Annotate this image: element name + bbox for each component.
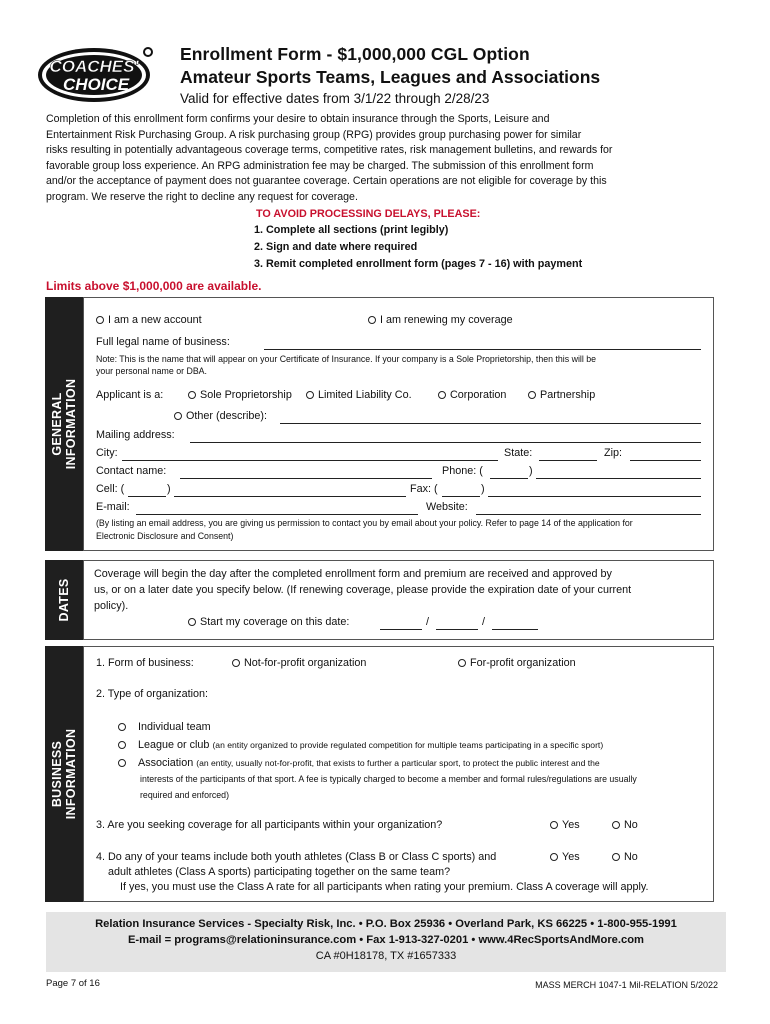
radio-circle-icon bbox=[550, 853, 558, 861]
valid-dates: Valid for effective dates from 3/1/22 through 2/28/23 bbox=[180, 91, 490, 106]
other-describe-field[interactable] bbox=[280, 412, 701, 424]
svg-text:CHOICE: CHOICE bbox=[62, 75, 130, 94]
start-coverage-option[interactable]: Start my coverage on this date: bbox=[188, 616, 349, 628]
q3-no-option[interactable]: No bbox=[612, 819, 638, 831]
page-number: Page 7 of 16 bbox=[46, 978, 100, 989]
coaches-choice-logo bbox=[36, 42, 158, 104]
radio-circle-icon bbox=[368, 316, 376, 324]
radio-circle-icon bbox=[96, 316, 104, 324]
dates-section: Coverage will begin the day after the completed enrollment form and premium are received and approved by us, or on a later date you specify below. (If renewing coverage, please provide the expiration date of your current policy). Start my coverage on this date: / / bbox=[83, 560, 714, 640]
radio-circle-icon bbox=[174, 412, 182, 420]
radio-circle-icon bbox=[188, 391, 196, 399]
website-field[interactable] bbox=[476, 503, 701, 515]
instruction-step: 2. Sign and date where required bbox=[254, 241, 418, 253]
partnership-option[interactable]: Partnership bbox=[528, 389, 595, 401]
zip-field[interactable] bbox=[630, 449, 701, 461]
legal-name-label: Full legal name of business: bbox=[96, 336, 230, 348]
website-label: Website: bbox=[426, 501, 468, 513]
contact-footer bbox=[46, 912, 726, 972]
form-title: Enrollment Form - $1,000,000 CGL Option bbox=[180, 44, 530, 64]
limits-note: Limits above $1,000,000 are available. bbox=[46, 279, 262, 293]
radio-circle-icon bbox=[612, 853, 620, 861]
radio-circle-icon bbox=[188, 618, 196, 626]
dates-sidebar: DATES bbox=[45, 560, 83, 640]
other-option[interactable]: Other (describe): bbox=[174, 410, 267, 422]
llc-option[interactable]: Limited Liability Co. bbox=[306, 389, 412, 401]
cell-area-field[interactable] bbox=[128, 485, 166, 497]
city-label: City: bbox=[96, 447, 118, 459]
fax-number-field[interactable] bbox=[488, 485, 701, 497]
general-info-section: I am a new account I am renewing my coverage Full legal name of business: Note: This is the name that will appear on your Certificate of Insurance. If your company is a Sole Proprietorship, then this will be your personal name or DBA. Applicant is a: Sole Proprietorship Limited Liability Co. Corporation Partnership Other (describe): Mailing address: City: State: Zip: Contact name: Phone: ( ) Cell: ( ) Fax: ( ) E-mail: Website: (By listing an email address, you are giving us permission to contact you by email about your policy. Refer to page 14 of the application for Electronic Disclosure and Consent) bbox=[83, 297, 714, 551]
intro-paragraph: Completion of this enrollment form confirms your desire to obtain insurance through the Sports, Leisure and Entertainment Risk Purchasing Group. A risk purchasing group (RPG) provides group purchasing power for similar risks resulting in potentially advantageous coverage terms, competitive rates, risk management bulletins, and rewards for favorable group loss experience. An RPG administration fee may be charged. The submission of this enrollment form and/or the acceptance of payment does not guarantee coverage. Certain operations are not eligible for coverage by this program. We reserve the right to decline any request for coverage. bbox=[46, 113, 613, 203]
question-mixed-ages: 4. Do any of your teams include both youth athletes (Class B or Class C sports) and bbox=[96, 851, 497, 863]
new-account-option[interactable]: I am a new account bbox=[96, 314, 202, 326]
radio-circle-icon bbox=[118, 759, 126, 767]
applicant-is-label: Applicant is a: bbox=[96, 389, 164, 401]
form-subtitle: Amateur Sports Teams, Leagues and Associations bbox=[180, 67, 601, 87]
svg-text:COACHES': COACHES' bbox=[49, 57, 139, 76]
league-club-option[interactable]: League or club (an entity organized to provide regulated competition for multiple teams participating in a specific sport) bbox=[118, 739, 603, 751]
dates-text: Coverage will begin the day after the completed enrollment form and premium are received and approved by bbox=[94, 568, 612, 580]
q3-yes-option[interactable]: Yes bbox=[550, 819, 580, 831]
start-day-field[interactable] bbox=[436, 618, 478, 630]
state-label: State: bbox=[504, 447, 533, 459]
for-profit-option[interactable]: For-profit organization bbox=[458, 657, 576, 669]
cell-number-field[interactable] bbox=[174, 485, 406, 497]
radio-circle-icon bbox=[306, 391, 314, 399]
mailing-label: Mailing address: bbox=[96, 429, 175, 441]
state-field[interactable] bbox=[539, 449, 597, 461]
email-label: E-mail: bbox=[96, 501, 130, 513]
question-all-participants: 3. Are you seeking coverage for all participants within your organization? bbox=[96, 819, 443, 831]
footer-address: Relation Insurance Services - Specialty Risk, Inc. • P.O. Box 25936 • Overland Park, KS 66225 • 1-800-955-1991 bbox=[95, 918, 677, 930]
contact-name-field[interactable] bbox=[180, 467, 432, 479]
business-info-sidebar: BUSINESS INFORMATION bbox=[45, 646, 83, 902]
start-year-field[interactable] bbox=[492, 618, 538, 630]
cell-label: Cell: ( bbox=[96, 483, 125, 495]
phone-area-field[interactable] bbox=[490, 467, 528, 479]
email-consent-note: (By listing an email address, you are giving us permission to contact you by email about your policy. Refer to page 14 of the application for bbox=[96, 518, 633, 528]
phone-number-field[interactable] bbox=[536, 467, 701, 479]
fax-area-field[interactable] bbox=[442, 485, 480, 497]
radio-circle-icon bbox=[528, 391, 536, 399]
start-month-field[interactable] bbox=[380, 618, 422, 630]
form-of-business-label: 1. Form of business: bbox=[96, 657, 194, 669]
legal-name-note: Note: This is the name that will appear on your Certificate of Insurance. If your company is a Sole Proprietorship, then this will be bbox=[96, 354, 597, 364]
contact-label: Contact name: bbox=[96, 465, 167, 477]
association-option[interactable]: Association (an entity, usually not-for-profit, that exists to further a particular sport, to protect the public interest and the bbox=[118, 757, 600, 769]
email-field[interactable] bbox=[136, 503, 418, 515]
type-of-organization-label: 2. Type of organization: bbox=[96, 688, 209, 700]
footer-license: CA #0H18178, TX #1657333 bbox=[315, 950, 457, 962]
form-number: MASS MERCH 1047-1 Mil-RELATION 5/2022 bbox=[535, 980, 718, 990]
radio-circle-icon bbox=[550, 821, 558, 829]
mailing-address-field[interactable] bbox=[190, 431, 701, 443]
individual-team-option[interactable]: Individual team bbox=[118, 721, 211, 733]
corporation-option[interactable]: Corporation bbox=[438, 389, 506, 401]
city-field[interactable] bbox=[122, 449, 498, 461]
sole-proprietorship-option[interactable]: Sole Proprietorship bbox=[188, 389, 292, 401]
radio-circle-icon bbox=[612, 821, 620, 829]
radio-circle-icon bbox=[458, 659, 466, 667]
radio-circle-icon bbox=[118, 741, 126, 749]
general-info-sidebar: GENERAL INFORMATION bbox=[45, 297, 83, 551]
footer-email-fax: E-mail = programs@relationinsurance.com • Fax 1-913-327-0201 • www.4RecSportsAndMore.com bbox=[127, 934, 645, 946]
fax-label: Fax: ( bbox=[410, 483, 438, 495]
phone-label: Phone: ( bbox=[442, 465, 483, 477]
renewing-option[interactable]: I am renewing my coverage bbox=[368, 314, 513, 326]
class-a-note: If yes, you must use the Class A rate for all participants when rating your premium. Class A coverage will apply. bbox=[120, 881, 649, 893]
not-for-profit-option[interactable]: Not-for-profit organization bbox=[232, 657, 366, 669]
business-info-section: 1. Form of business: Not-for-profit organization For-profit organization 2. Type of organization: Individual team League or club (an entity organized to provide regulated competition for multiple teams participating in a specific sport) Association (an entity, usually not-for-profit, that exists to further a particular sport, to protect the public interest and the interests of the participants of that sport. A fee is typically charged to become a member and formal rules/regulations are usually required and enforced) 3. Are you seeking coverage for all participants within your organization? Yes No 4. Do any of your teams include both youth athletes (Class B or Class C sports) and adult athletes (Class A sports) participating together on the same team? If yes, you must use the Class A rate for all participants when rating your premium. Class A coverage will apply. Yes No bbox=[83, 646, 714, 902]
legal-name-field[interactable] bbox=[264, 338, 701, 350]
avoid-delays-heading: TO AVOID PROCESSING DELAYS, PLEASE: bbox=[256, 208, 481, 220]
radio-circle-icon bbox=[118, 723, 126, 731]
q4-no-option[interactable]: No bbox=[612, 851, 638, 863]
radio-circle-icon bbox=[232, 659, 240, 667]
instruction-step: 3. Remit completed enrollment form (pages 7 - 16) with payment bbox=[254, 258, 583, 270]
q4-yes-option[interactable]: Yes bbox=[550, 851, 580, 863]
zip-label: Zip: bbox=[604, 447, 622, 459]
radio-circle-icon bbox=[438, 391, 446, 399]
instruction-step: 1. Complete all sections (print legibly) bbox=[254, 224, 449, 236]
